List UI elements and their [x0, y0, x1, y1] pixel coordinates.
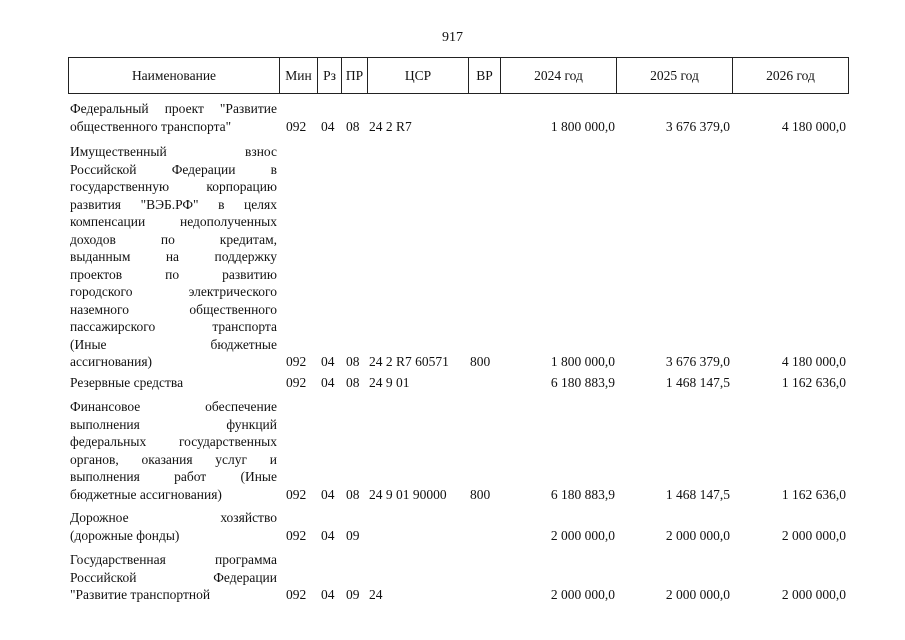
cell-pr: 08	[346, 354, 360, 369]
cell-min: 092	[286, 118, 307, 134]
cell-y2025: 1 468 147,5	[665, 486, 730, 502]
cell-pr: 09	[346, 587, 360, 602]
cell-y2024: 6 180 883,9	[550, 375, 615, 390]
header-csr: ЦСР	[368, 58, 469, 93]
cell-y2026: 2 000 000,0	[781, 587, 846, 602]
cell-y2025: 1 468 147,5	[665, 375, 730, 390]
row-name-line: (Иные бюджетные	[70, 336, 277, 352]
cell-csr: 24	[369, 587, 383, 602]
page-number: 917	[442, 30, 463, 45]
row-name-line: бюджетные ассигнования)	[70, 486, 222, 502]
cell-y2024: 1 800 000,0	[550, 118, 615, 134]
row-name-line: федеральных государственных	[70, 434, 277, 449]
row-name-line: общественного транспорта"	[70, 118, 232, 134]
cell-pr: 08	[346, 486, 360, 502]
cell-y2025: 2 000 000,0	[665, 587, 730, 602]
cell-y2025: 2 000 000,0	[665, 527, 730, 543]
cell-y2024: 6 180 883,9	[550, 486, 615, 502]
row-name-line: ассигнования)	[70, 354, 153, 369]
cell-pr: 09	[346, 527, 360, 543]
row-name-line: доходов по кредитам,	[70, 231, 277, 247]
cell-y2024: 2 000 000,0	[550, 587, 615, 602]
row-name	[70, 509, 277, 544]
header-rz: Рз	[318, 58, 342, 93]
cell-y2025: 3 676 379,0	[665, 354, 730, 369]
row-name-line: (дорожные фонды)	[70, 527, 180, 543]
cell-csr: 24 9 01	[369, 375, 410, 390]
row-name-line: выполнения работ (Иные	[70, 469, 277, 484]
cell-csr: 24 2 R7	[369, 118, 412, 134]
table-header	[68, 57, 849, 94]
row-name-line: наземного общественного	[70, 301, 277, 317]
row-name-line: Российской Федерации в	[70, 161, 277, 177]
cell-y2026: 1 162 636,0	[781, 486, 846, 502]
header-name: Наименование	[69, 58, 280, 93]
row-name	[70, 143, 277, 371]
cell-min: 092	[286, 527, 307, 543]
cell-min: 092	[286, 375, 307, 390]
cell-pr: 08	[346, 375, 360, 390]
row-name-line: Федеральный проект "Развитие	[70, 101, 277, 116]
cell-y2026: 4 180 000,0	[781, 354, 846, 369]
cell-rz: 04	[321, 354, 335, 369]
row-name-line: Имущественный взнос	[70, 144, 277, 159]
cell-y2024: 2 000 000,0	[550, 527, 615, 543]
header-vr: ВР	[469, 58, 501, 93]
cell-min: 092	[286, 587, 307, 602]
row-name-line: проектов по развитию	[70, 266, 277, 282]
row-name	[70, 551, 277, 604]
cell-y2024: 1 800 000,0	[550, 354, 615, 369]
row-name	[70, 398, 277, 503]
cell-vr: 800	[470, 486, 491, 502]
cell-vr: 800	[470, 354, 491, 369]
cell-csr: 24 2 R7 60571	[369, 354, 449, 369]
cell-pr: 08	[346, 118, 360, 134]
row-name-line: развития "ВЭБ.РФ" в целях	[70, 196, 277, 212]
row-name-line: выданным на поддержку	[70, 249, 277, 264]
row-name-line: "Развитие транспортной	[70, 587, 211, 602]
row-name-line: государственную корпорацию	[70, 179, 277, 194]
row-name-line: Финансовое обеспечение	[70, 399, 277, 414]
row-name	[70, 100, 277, 135]
cell-rz: 04	[321, 527, 335, 543]
row-name-line: Дорожное хозяйство	[70, 510, 277, 525]
cell-y2025: 3 676 379,0	[665, 118, 730, 134]
cell-min: 092	[286, 354, 307, 369]
cell-csr: 24 9 01 90000	[369, 486, 447, 502]
row-name-line: Резервные средства	[70, 375, 184, 390]
cell-y2026: 2 000 000,0	[781, 527, 846, 543]
row-name	[70, 374, 277, 392]
header-min: Мин	[280, 58, 318, 93]
cell-y2026: 1 162 636,0	[781, 375, 846, 390]
row-name-line: органов, оказания услуг и	[70, 451, 277, 467]
header-pr: ПР	[342, 58, 368, 93]
header-2025: 2025 год	[617, 58, 733, 93]
cell-rz: 04	[321, 486, 335, 502]
cell-min: 092	[286, 486, 307, 502]
row-name-line: городского электрического	[70, 284, 277, 299]
cell-rz: 04	[321, 587, 335, 602]
row-name-line: Государственная программа	[70, 552, 277, 567]
row-name-line: компенсации недополученных	[70, 214, 277, 229]
header-2026: 2026 год	[766, 67, 815, 83]
cell-rz: 04	[321, 375, 335, 390]
row-name-line: пассажирского транспорта	[70, 319, 277, 334]
cell-y2026: 4 180 000,0	[781, 118, 846, 134]
header-2024: 2024 год	[501, 58, 617, 93]
row-name-line: выполнения функций	[70, 416, 277, 432]
row-name-line: Российской Федерации	[70, 569, 277, 585]
cell-rz: 04	[321, 118, 335, 134]
